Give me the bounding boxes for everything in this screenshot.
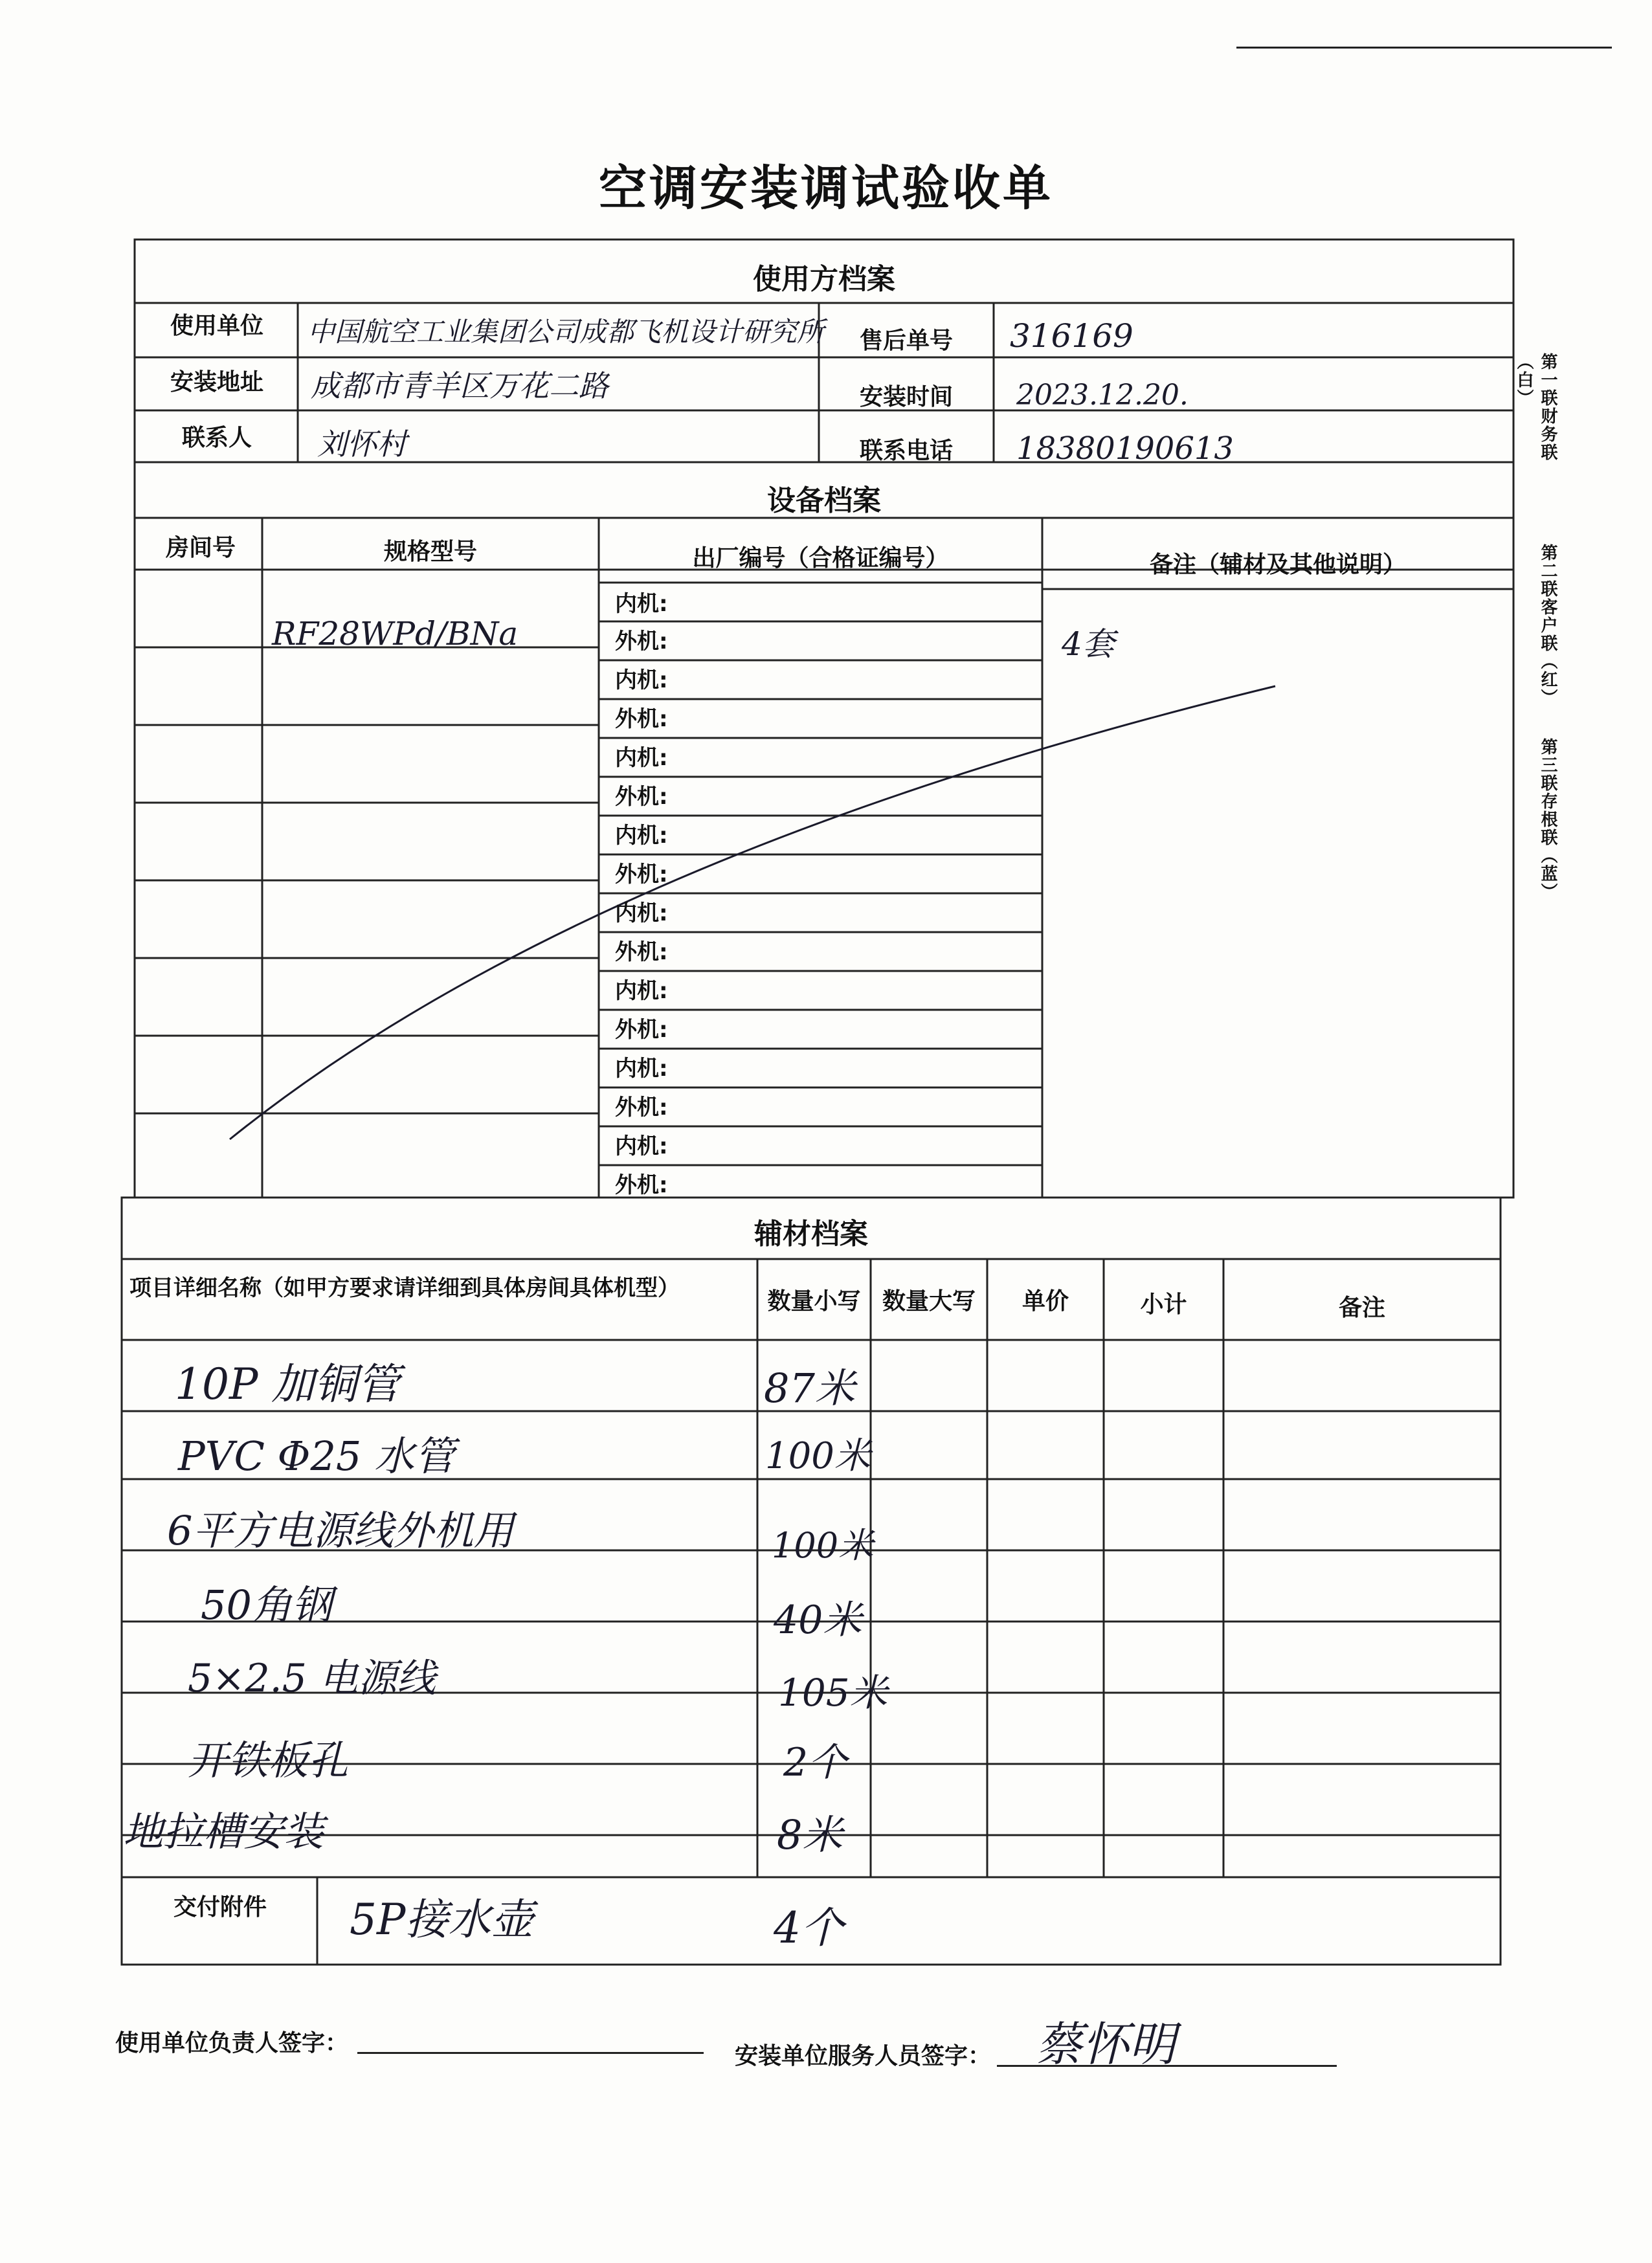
strike-line [230,686,1275,1139]
material-name[interactable]: 开铁板孔 [188,1737,349,1784]
col-qty-big: 数量大写 [882,1288,976,1315]
outer-label: 外机: [615,1095,668,1120]
delivery-value[interactable]: 5P接水壶 [350,1895,534,1945]
outer-label: 外机: [615,862,668,887]
outer-label: 外机: [615,1017,668,1043]
side-label-finance: 第一联财务联（白） [1514,353,1557,462]
material-qty[interactable]: 2个 [783,1740,847,1785]
inner-label: 内机: [615,667,668,693]
material-name[interactable]: 50角钢 [201,1581,332,1629]
side-label-customer: 第二联客户联（红） [1538,544,1557,707]
col-material-note: 备注 [1338,1295,1385,1321]
inner-label: 内机: [615,745,668,771]
outer-label: 外机: [615,706,668,732]
contact-label: 联系人 [181,425,252,451]
col-room: 房间号 [165,535,236,561]
col-qty-small: 数量小写 [767,1288,861,1315]
material-name[interactable]: 6平方电源线外机用 [167,1507,514,1554]
material-name[interactable]: 5×2.5 电源线 [188,1656,436,1701]
col-price: 单价 [1021,1288,1069,1315]
address-label: 安装地址 [170,369,263,396]
inner-label: 内机: [615,1056,668,1082]
phone-label: 联系电话 [859,438,953,464]
delivery-label: 交付附件 [173,1894,267,1921]
col-equipment-note: 备注（辅材及其他说明） [1149,552,1406,578]
time-value[interactable]: 2023.12.20. [1016,379,1189,412]
material-qty[interactable]: 40米 [774,1598,862,1643]
material-qty[interactable]: 100米 [772,1525,874,1566]
installer-signature: 蔡怀明 [1036,2017,1176,2071]
contact-value[interactable]: 刘怀村 [317,427,407,462]
equipment-section-header: 设备档案 [767,484,881,517]
outer-label: 外机: [615,784,668,810]
material-name[interactable]: 10P 加铜管 [175,1359,400,1409]
unit-label: 使用单位 [170,313,263,339]
outer-label: 外机: [615,629,668,654]
side-label-stub: 第三联存根联（蓝） [1538,738,1557,901]
page-title: 空调安装调试验收单 [599,161,1053,216]
outer-label: 外机: [615,1172,668,1198]
equipment-note-value[interactable]: 4套 [1062,625,1115,663]
inner-label: 内机: [615,591,668,617]
inner-label: 内机: [615,900,668,926]
order-value[interactable]: 316169 [1010,317,1133,355]
col-item: 项目详细名称（如甲方要求请详细到具体房间具体机型） [129,1275,680,1301]
user-section-header: 使用方档案 [753,263,895,296]
address-value[interactable]: 成都市青羊区万花二路 [311,368,608,403]
model-value[interactable]: RF28WPd/BNa [272,615,519,652]
delivery-qty[interactable]: 4个 [774,1903,843,1953]
material-qty[interactable]: 100米 [765,1435,871,1477]
installer-signature-label: 安装单位服务人员签字： [735,2043,992,2069]
materials-section-header: 辅材档案 [754,1218,868,1251]
col-subtotal: 小计 [1140,1291,1187,1318]
phone-value[interactable]: 18380190613 [1016,430,1234,467]
material-qty[interactable]: 8米 [777,1811,843,1858]
inner-label: 内机: [615,823,668,849]
order-label: 售后单号 [859,328,953,354]
user-signature-label: 使用单位负责人签字： [115,2030,349,2057]
time-label: 安装时间 [859,384,953,410]
material-qty[interactable]: 105米 [778,1671,887,1715]
user-signature-line[interactable] [357,2052,704,2054]
inner-label: 内机: [615,1133,668,1159]
col-serial: 出厂编号（合格证编号） [692,545,949,572]
outer-label: 外机: [615,939,668,965]
material-name[interactable]: 地拉槽安装 [123,1808,324,1855]
col-model: 规格型号 [383,539,477,565]
material-name[interactable]: PVC Φ25 水管 [178,1432,455,1480]
unit-value[interactable]: 中国航空工业集团公司成都飞机设计研究所 [307,316,825,348]
material-qty[interactable]: 87米 [764,1365,855,1412]
inner-label: 内机: [615,978,668,1004]
